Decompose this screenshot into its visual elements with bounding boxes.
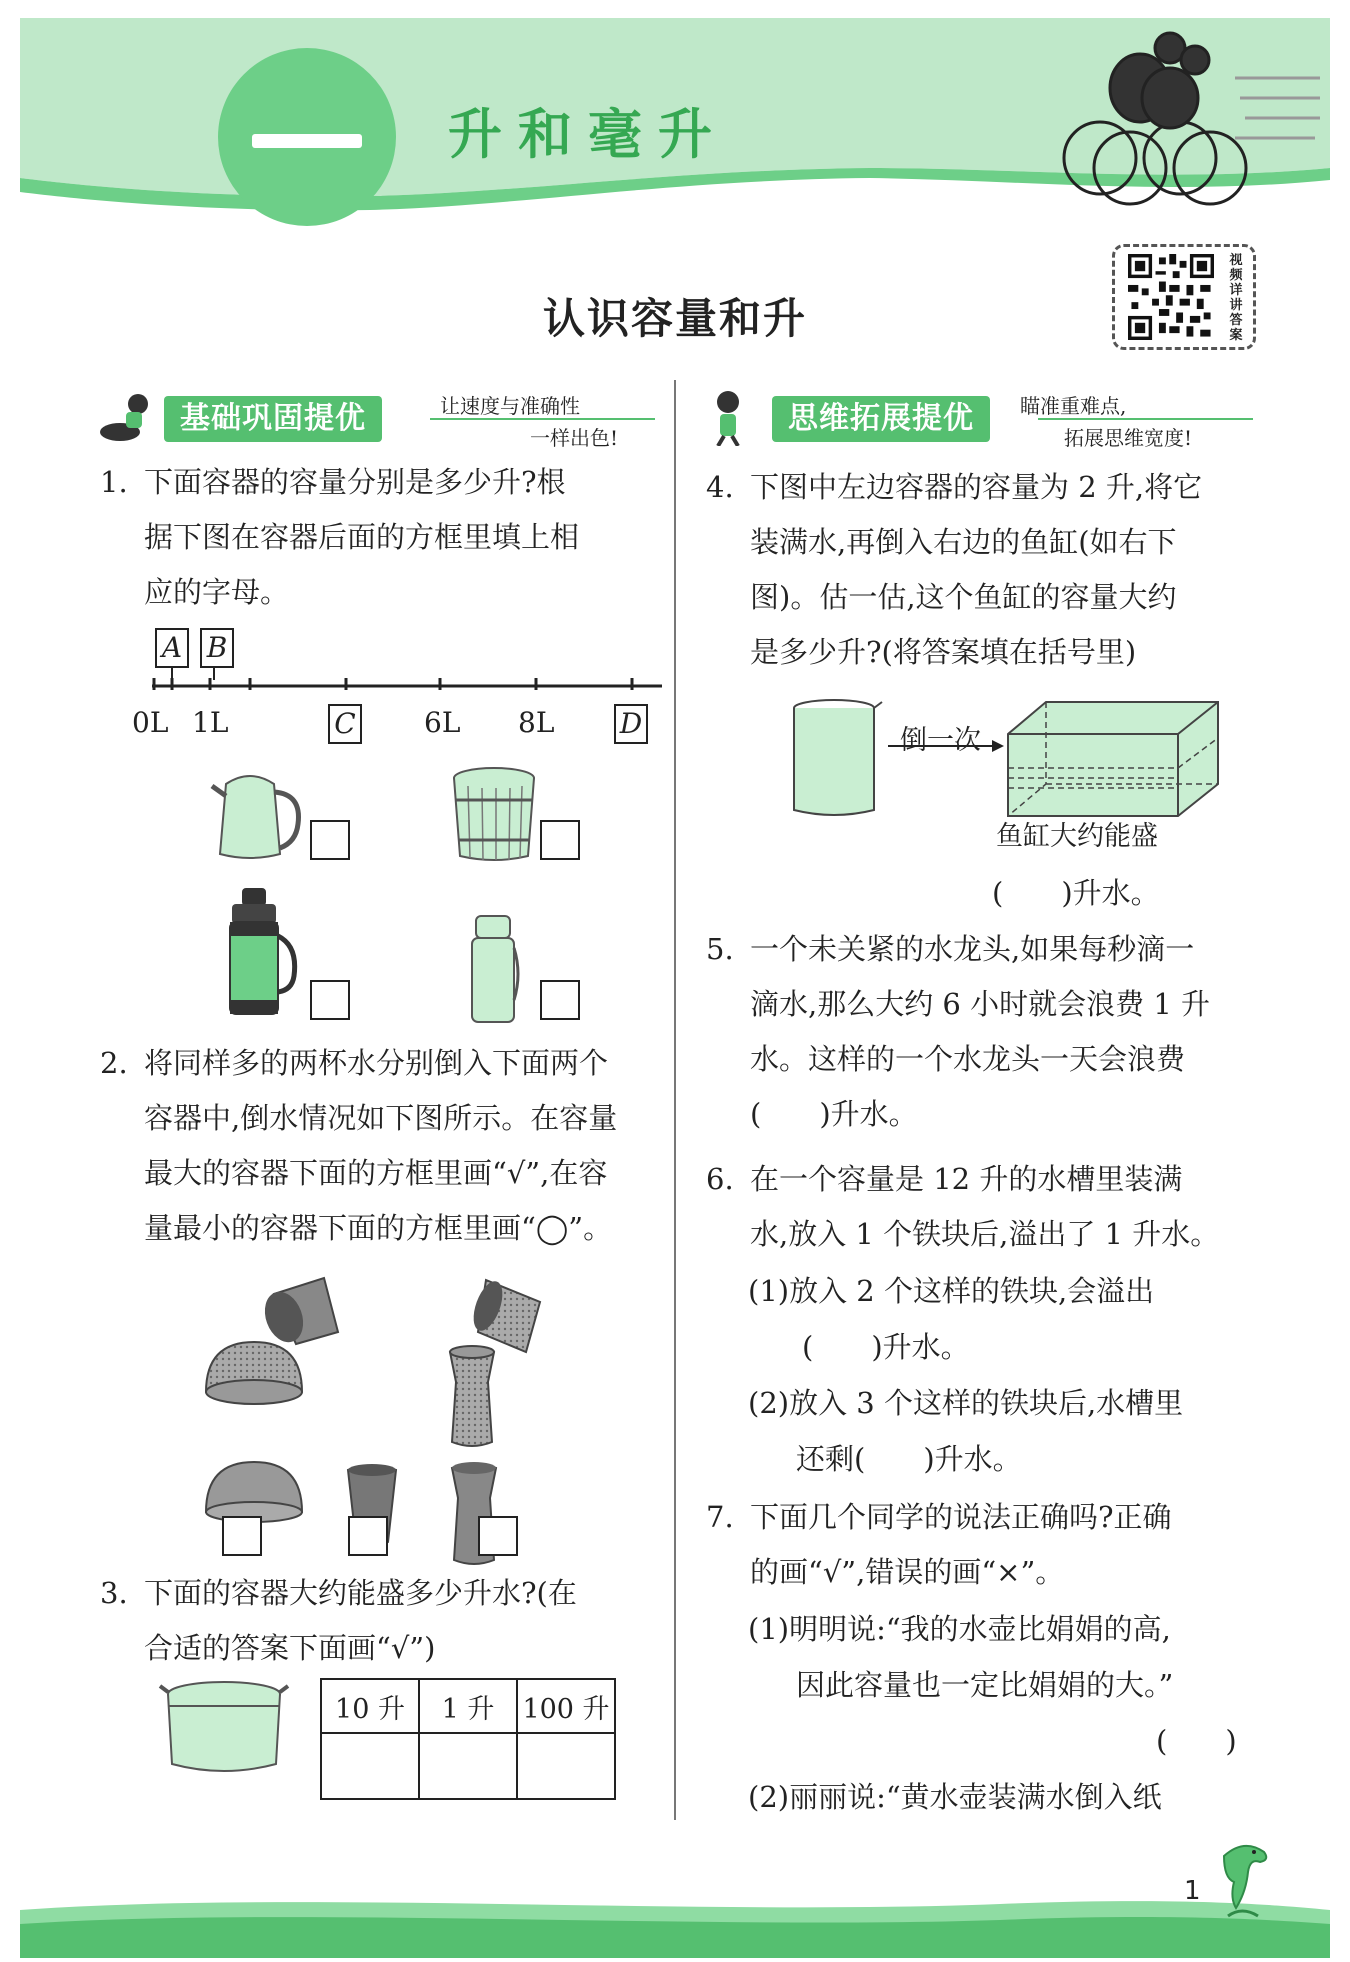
q6-sub2: (2)放入 3 个这样的铁块后,水槽里 (748, 1386, 1184, 1420)
page-number: 1 (1184, 1876, 1201, 1906)
left-section-head (98, 382, 658, 452)
question-number: 7. (706, 1500, 734, 1534)
question-number: 6. (706, 1162, 734, 1196)
question-2 (100, 1036, 660, 1256)
pot-icon (158, 1672, 290, 1780)
answer-box-bowl[interactable] (222, 1516, 262, 1556)
left-section-badge: 基础巩固提优 (164, 396, 382, 442)
answer-blank-q7-1[interactable]: ( ) (1156, 1724, 1237, 1758)
right-section-motto-1: 瞄准重难点, (1020, 394, 1127, 418)
runner-icon (98, 388, 160, 446)
option-1-liter: 1 升 (419, 1679, 517, 1733)
right-section-badge: 思维拓展提优 (772, 396, 990, 442)
kettle-icon (210, 764, 306, 864)
measuring-cup-icon (786, 694, 886, 822)
unit-number (252, 134, 362, 148)
scale-label-6l: 6L (424, 706, 461, 739)
question-text: 量最小的容器下面的方框里画“◯”。 (144, 1211, 613, 1245)
answer-blank-q5[interactable]: ( )升水。 (750, 1097, 918, 1131)
q7-sub1: (1)明明说:“我的水壶比娟娟的高, (748, 1612, 1171, 1646)
answer-box-bottle[interactable] (540, 980, 580, 1020)
lesson-title: 认识容量和升 (542, 294, 807, 343)
question-text: 下图中左边容器的容量为 2 升,将它 (750, 470, 1203, 504)
answer-blank-q4[interactable]: ( )升水。 (992, 876, 1160, 910)
question-text: 最大的容器下面的方框里画“√”,在容 (144, 1156, 608, 1190)
question-number: 3. (100, 1576, 128, 1610)
left-section-motto-1: 让速度与准确性 (440, 394, 580, 418)
question-number: 4. (706, 470, 734, 504)
scale-box-d: D (614, 704, 648, 744)
question-text: 下面容器的容量分别是多少升?根 (144, 465, 566, 499)
answer-box-cup[interactable] (348, 1516, 388, 1556)
water-bottle-icon (464, 914, 522, 1026)
question-number: 1. (100, 465, 128, 499)
question-3 (100, 1566, 660, 1676)
question-text: 下面的容器大约能盛多少升水?(在 (144, 1576, 577, 1610)
question-7 (706, 1490, 1266, 1600)
thermos-icon (222, 886, 300, 1018)
question-number: 5. (706, 932, 734, 966)
question-text: 装满水,再倒入右边的鱼缸(如右下 (750, 525, 1177, 559)
answer-cell-1[interactable] (419, 1733, 517, 1799)
answer-blank-q6-2[interactable]: 还剩( )升水。 (796, 1442, 1022, 1476)
question-text: 下面几个同学的说法正确吗?正确 (750, 1500, 1172, 1534)
wooden-bucket-icon (448, 760, 540, 864)
capacity-options-table (320, 1678, 616, 1800)
answer-blank-q6-1[interactable]: ( )升水。 (802, 1330, 970, 1364)
question-4 (706, 460, 1266, 680)
right-section-head (706, 382, 1266, 452)
answer-box-bucket[interactable] (540, 820, 580, 860)
option-10-liter: 10 升 (321, 1679, 419, 1733)
scale-label-1l: 1L (192, 706, 229, 739)
answer-box-kettle[interactable] (310, 820, 350, 860)
question-text: 水。这样的一个水龙头一天会浪费 (750, 1042, 1186, 1076)
right-section-motto-2: 拓展思维宽度! (1064, 426, 1193, 450)
answer-box-thermos[interactable] (310, 980, 350, 1020)
answer-box-vase[interactable] (478, 1516, 518, 1556)
scale-label-8l: 8L (518, 706, 555, 739)
answer-cell-100[interactable] (517, 1733, 615, 1799)
option-100-liter: 100 升 (517, 1679, 615, 1733)
question-text: 一个未关紧的水龙头,如果每秒滴一 (750, 932, 1195, 966)
pour-label: 倒一次 (900, 725, 981, 756)
unit-title: 升和毫升 (448, 103, 728, 166)
dolphin-icon (1214, 1838, 1274, 1922)
thinker-icon (706, 388, 768, 446)
q7-sub1-cont: 因此容量也一定比娟娟的大。” (796, 1668, 1174, 1702)
question-text: 将同样多的两杯水分别倒入下面两个 (144, 1046, 609, 1080)
answer-cell-10[interactable] (321, 1733, 419, 1799)
question-text: 合适的答案下面画“√”) (144, 1631, 436, 1665)
left-section-motto-2: 一样出色! (530, 426, 619, 450)
q7-sub2: (2)丽丽说:“黄水壶装满水倒入纸 (748, 1780, 1162, 1814)
question-text: 应的字母。 (144, 575, 290, 609)
question-number: 2. (100, 1046, 128, 1080)
scale-label-0l: 0L (132, 706, 169, 739)
scale-pointers (170, 668, 220, 680)
qr-label: 视频详讲答案 (1229, 253, 1243, 343)
column-divider (674, 380, 676, 1820)
capacity-scale (150, 676, 670, 696)
scale-box-c: C (328, 704, 362, 744)
footer-band (0, 1880, 1350, 1962)
question-text: 是多少升?(将答案填在括号里) (750, 635, 1137, 669)
question-text: 滴水,那么大约 6 小时就会浪费 1 升 (750, 987, 1210, 1021)
question-text: 图)。估一估,这个鱼缸的容量大约 (750, 580, 1177, 614)
question-text: 据下图在容器后面的方框里填上相 (144, 520, 580, 554)
question-text: 容器中,倒水情况如下图所示。在容量 (144, 1101, 618, 1135)
question-1 (100, 455, 660, 620)
q6-sub1: (1)放入 2 个这样的铁块,会溢出 (748, 1274, 1155, 1308)
question-text: 在一个容量是 12 升的水槽里装满 (750, 1162, 1183, 1196)
scale-box-b: B (200, 628, 234, 668)
question-text: 的画“√”,错误的画“×”。 (750, 1555, 1065, 1589)
question-5 (706, 922, 1266, 1142)
fish-tank-icon (1006, 698, 1222, 822)
scale-box-a: A (155, 628, 189, 668)
question-text: 水,放入 1 个铁块后,溢出了 1 升水。 (750, 1217, 1220, 1251)
question-6 (706, 1152, 1266, 1262)
tank-caption: 鱼缸大约能盛 (996, 821, 1158, 852)
